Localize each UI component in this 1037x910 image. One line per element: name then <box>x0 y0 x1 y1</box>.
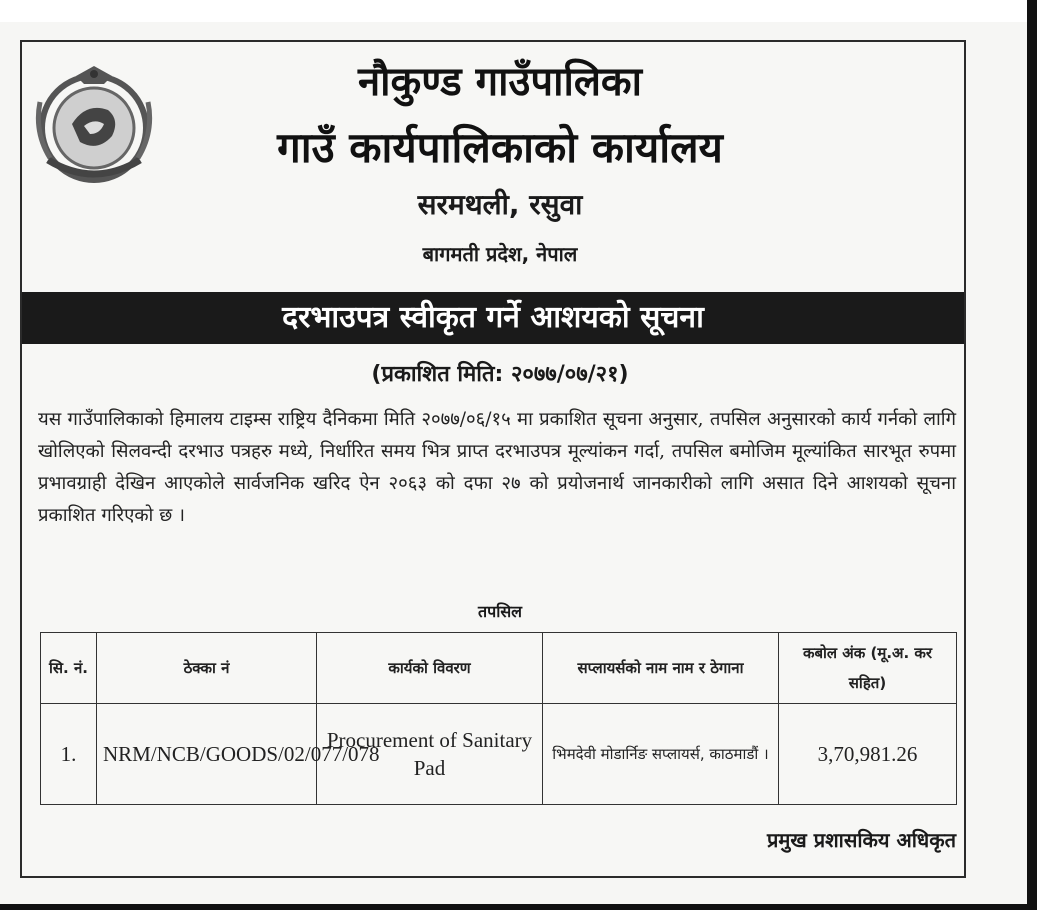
bottom-border-shadow <box>0 904 1037 910</box>
schedule-label: तपसिल <box>477 602 523 621</box>
office-location: सरमथली, रसुवा <box>417 188 583 221</box>
signatory-title: प्रमुख प्रशासकिय अधिकृत <box>767 828 956 852</box>
nepal-emblem-icon <box>28 62 160 192</box>
notice-title-banner: दरभाउपत्र स्वीकृत गर्ने आशयको सूचना <box>22 292 964 344</box>
municipality-name: नौकुण्ड गाउँपालिका <box>357 59 643 105</box>
col-header-sn: सि. नं. <box>41 633 97 704</box>
col-header-amount: कबोल अंक (मू.अ. कर सहित) <box>779 633 957 704</box>
col-header-description: कार्यको विवरण <box>317 633 543 704</box>
table-header-row <box>41 633 957 704</box>
notice-body: यस गाउँपालिकाको हिमालय टाइम्स राष्ट्रिय दैनिकमा मिति २०७७/०६/१५ मा प्रकाशित सूचना अनुसार, तपसिल अनुसारको कार्य गर्नको लागि खोलिएको सिलवन्दी दरभाउ पत्रहरु मध्ये, निर्धारित समय भित्र प्राप्त दरभाउपत्र मूल्यांकन गर्दा, तपसिल बमोजिम मूल्यांकित सारभूत रुपमा प्रभावग्राही देखिन आएकोले सार्वजनिक खरिद ऐन २०६३ को दफा २७ को प्रयोजनार्थ जानकारीको लागि अ‍सात दिने आशयको सूचना प्रकाशित गरिएको छ । <box>38 409 956 526</box>
col-header-contract-no: ठेक्का नं <box>97 633 317 704</box>
cell-sn: 1. <box>41 704 97 805</box>
cell-contract-no: NRM/NCB/GOODS/02/077/078 <box>97 704 317 805</box>
cell-supplier: भिमदेवी मोडार्निङ सप्लायर्स, काठमाडौं । <box>543 704 779 805</box>
top-margin <box>0 0 1037 22</box>
col-header-supplier: सप्लायर्सको नाम नाम र ठेगाना <box>543 633 779 704</box>
cell-amount: 3,70,981.26 <box>779 704 957 805</box>
province-country: बागमती प्रदेश, नेपाल <box>422 242 578 266</box>
published-date: (प्रकाशित मिति: २०७७/०७/२१) <box>371 362 629 387</box>
office-name: गाउँ कार्यपालिकाको कार्यालय <box>277 123 723 172</box>
cell-description: Procurement of Sanitary Pad <box>317 704 543 805</box>
bid-table <box>40 632 957 805</box>
right-border-shadow <box>1027 0 1037 910</box>
table-row <box>41 704 957 805</box>
